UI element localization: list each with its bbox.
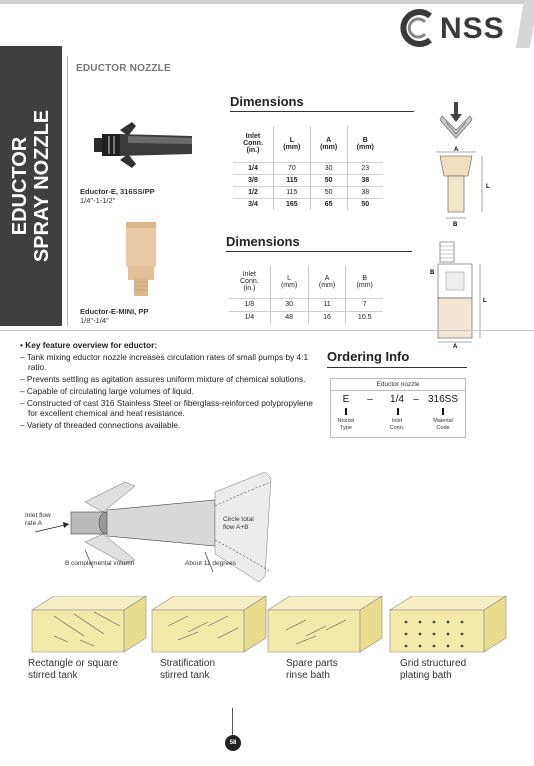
diagram1-label-b: B	[453, 222, 458, 228]
side-tab-title	[9, 110, 53, 262]
side-tab-line2: SPRAY NOZZLE	[31, 109, 53, 263]
flow-diagram	[25, 472, 285, 582]
eductor-e-dimension-diagram	[426, 100, 498, 230]
table-row: 3/4 165 65 50	[233, 198, 383, 210]
key-features	[20, 340, 320, 432]
section-title: EDUCTOR NOZZLE	[76, 63, 171, 74]
tank-caption-2: Stratification stirred tank	[160, 658, 216, 681]
dim2-header-b: B (mm)	[356, 274, 373, 289]
order-code-dash-1: –	[367, 394, 373, 405]
diagram2-label-b: B	[430, 270, 435, 276]
diagram1-label-a: A	[454, 147, 459, 153]
ordering-title: Ordering Info	[327, 349, 410, 364]
eductor-e-image	[88, 116, 196, 176]
features-heading: • Key feature overview for eductor:	[20, 340, 158, 350]
page-number: 58	[225, 735, 241, 751]
table-row: 1/4 70 30 23	[233, 162, 383, 174]
diagram2-label-a: A	[453, 344, 458, 348]
feature-item: – Constructed of cast 316 Stainless Steel or fiberglass-reinforced polypropylene for excellent chemical and heat resistance.	[20, 398, 313, 418]
flow-label-complement: B complemental volumn	[65, 560, 135, 567]
dimensions-underline-2	[226, 251, 412, 252]
logo-text: NSS	[440, 12, 505, 45]
order-tick-2	[397, 408, 399, 415]
dimensions-table-1	[233, 126, 383, 210]
table-row: 1/2 115 50 38	[233, 186, 383, 198]
tank-caption-3: Spare parts rinse bath	[286, 658, 338, 681]
section-divider	[0, 330, 534, 331]
side-divider	[67, 56, 68, 326]
order-code-conn: 1/4	[390, 394, 404, 405]
brand-logo	[398, 8, 520, 48]
order-label-material: Material Code	[433, 418, 453, 431]
order-code-material: 316SS	[427, 394, 459, 405]
logo-accent	[516, 0, 534, 48]
dimensions-title-2: Dimensions	[226, 234, 300, 249]
dimensions-underline-1	[230, 111, 414, 112]
dim2-header-a: A (mm)	[308, 266, 346, 298]
product-size-1: 1/4"-1-1/2"	[80, 196, 116, 205]
tank-plating-bath-image	[386, 596, 510, 654]
logo-mark-icon	[398, 8, 442, 48]
dim1-header-b: B (mm)	[356, 136, 374, 151]
dim1-header-inlet: Inlet Conn. (in.)	[233, 126, 273, 162]
tank-rectangle-image	[24, 596, 148, 654]
feature-item: – Variety of threaded connections available.	[20, 420, 181, 430]
dim1-header-a: A (mm)	[310, 126, 347, 162]
feature-item: – Tank mixing eductor nozzle increases circulation rates of small pumps by 4:1 ratio.	[20, 352, 309, 372]
tank-stratification-image	[148, 596, 272, 654]
dim1-header-l: L (mm)	[273, 126, 310, 162]
dimensions-table-2	[229, 266, 383, 324]
product-name-1: Eductor-E, 316SS/PP	[80, 187, 155, 196]
product-name-2: Eductor-E-MINI, PP	[80, 307, 149, 316]
tank-rinse-bath-image	[262, 596, 386, 654]
diagram2-label-l: L	[483, 298, 487, 304]
eductor-e-mini-image	[122, 222, 160, 298]
order-tick-1	[345, 408, 347, 415]
dimensions-title-1: Dimensions	[230, 94, 304, 109]
top-stripe	[0, 0, 534, 4]
ordering-underline	[327, 367, 467, 368]
product-caption-1	[80, 187, 155, 205]
ordering-header: Eductor nozzle	[331, 379, 465, 391]
ordering-box	[330, 378, 466, 438]
side-tab	[0, 46, 62, 326]
eductor-e-mini-dimension-diagram	[428, 238, 494, 348]
table-row: 1/8 30 11 7	[229, 298, 383, 311]
order-label-conn: Inlet Conn.	[389, 418, 405, 431]
dim2-header-l: L (mm)	[270, 266, 308, 298]
tank-caption-4: Grid structured plating bath	[400, 658, 467, 681]
flow-label-angle: About 11 degrees	[185, 560, 236, 567]
dim2-header-inlet: Inlet Conn. (in.)	[229, 266, 270, 298]
feature-item: – Capable of circulating large volumes of liquid.	[20, 386, 194, 396]
page-number-rule	[232, 708, 233, 735]
tank-caption-1: Rectangle or square stirred tank	[28, 658, 119, 681]
side-tab-line1: EDUCTOR	[9, 136, 31, 236]
table-row: 3/8 115 50 38	[233, 174, 383, 186]
table-row: 1/4 48 16 10.5	[229, 311, 383, 324]
flow-label-inlet: Inlet flow rate A	[25, 512, 51, 527]
order-code-dash-2: –	[413, 394, 419, 405]
feature-item: – Prevents settling as agitation assures uniform mixture of chemical solutions.	[20, 374, 306, 384]
order-label-type: Nozzel Type	[337, 418, 355, 431]
diagram1-label-l: L	[486, 184, 490, 190]
order-tick-3	[442, 408, 444, 415]
product-size-2: 1/8"-1/4"	[80, 316, 109, 325]
flow-label-circle: Circle total flow A+B	[223, 516, 254, 531]
order-code-type: E	[342, 394, 350, 405]
product-caption-2	[80, 307, 148, 325]
